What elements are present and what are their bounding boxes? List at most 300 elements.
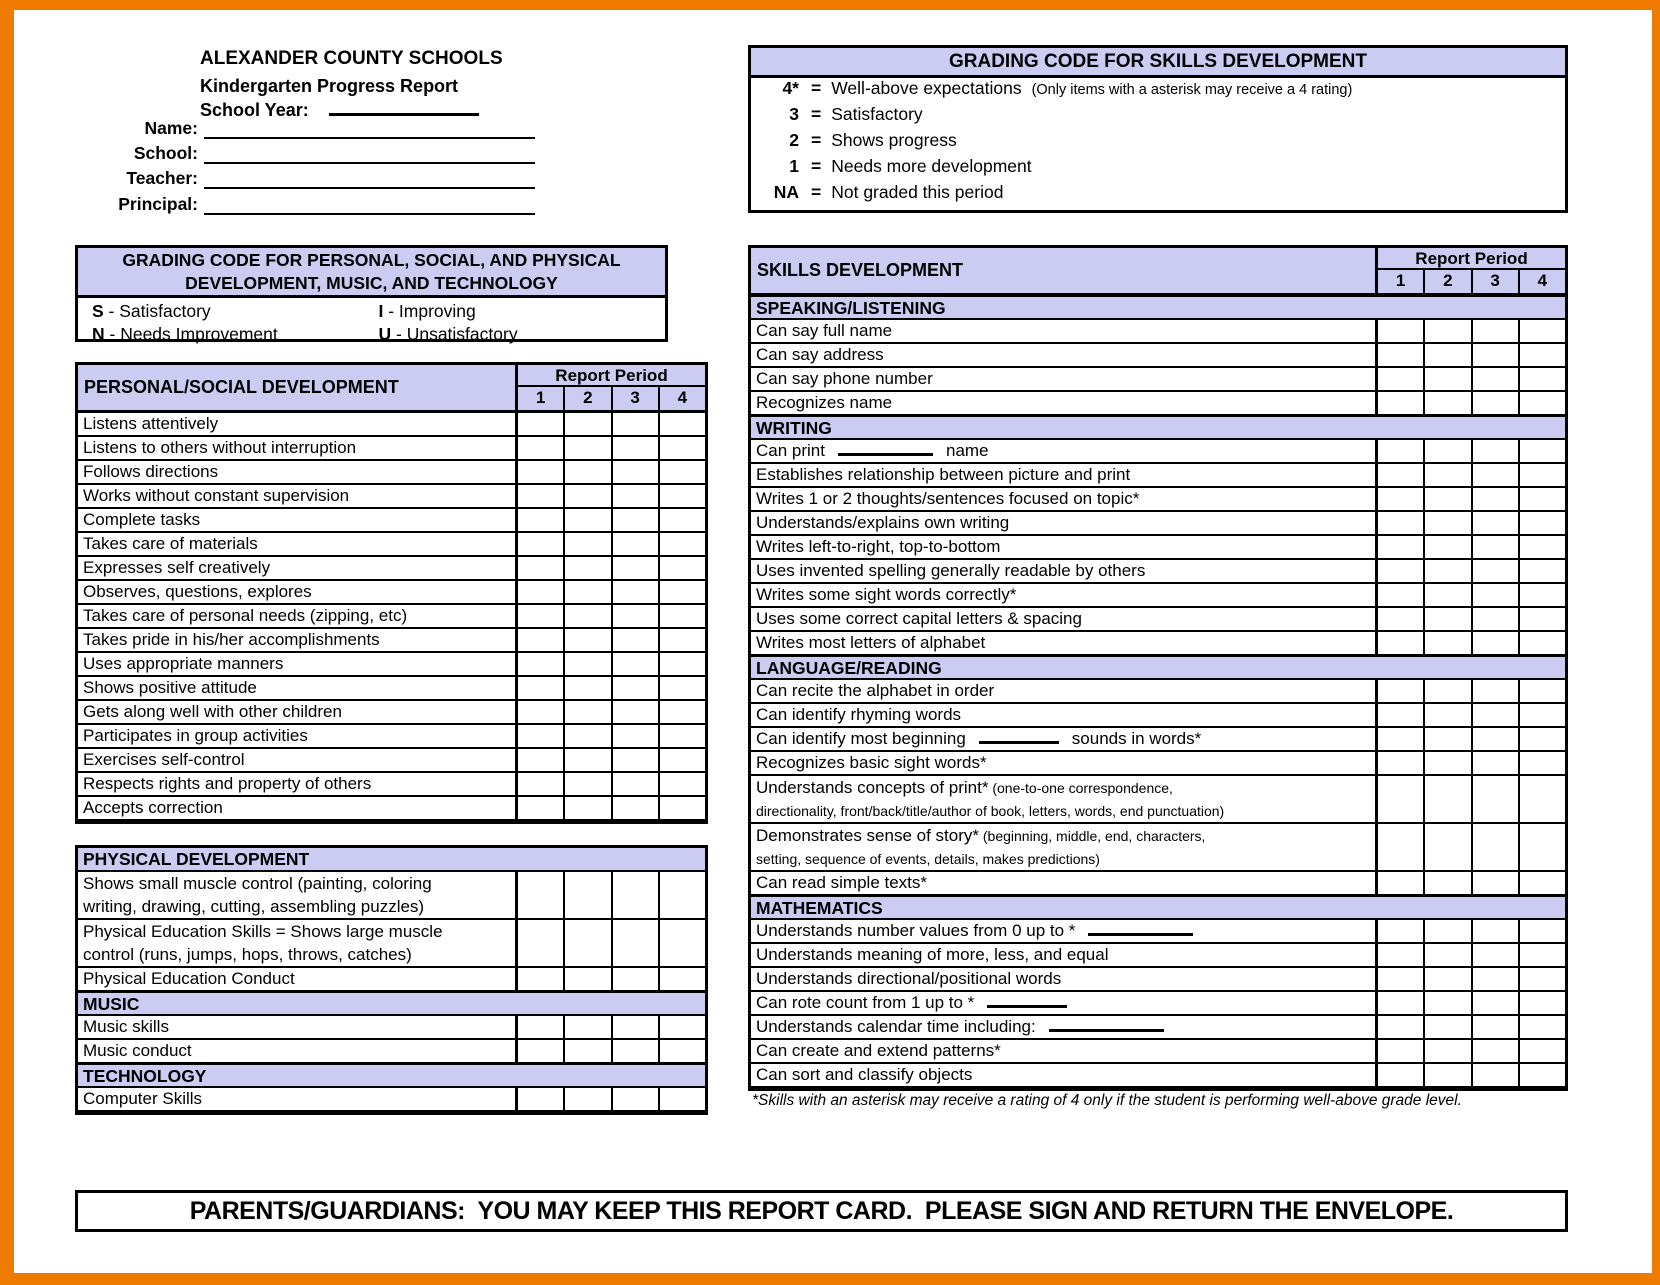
row-label: [751, 872, 1375, 894]
grade-cell-period-4[interactable]: [658, 920, 705, 966]
grade-cell-period-2[interactable]: [563, 701, 610, 723]
grade-cell-period-3[interactable]: [1471, 680, 1518, 702]
name-field-blank-line[interactable]: [204, 119, 535, 139]
grade-cell-period-2[interactable]: [1423, 944, 1470, 966]
table-row: [751, 728, 1565, 752]
grade-cell-period-1[interactable]: [518, 485, 563, 507]
grade-cell-period-4[interactable]: [1518, 872, 1565, 894]
grade-cell-period-1[interactable]: [1378, 944, 1423, 966]
row-label: [78, 461, 515, 483]
grade-cell-period-3[interactable]: [611, 920, 658, 966]
grade-cell-period-4[interactable]: [658, 413, 705, 435]
skill-text: Writes most letters of alphabet: [756, 633, 986, 652]
skill-text: Listens attentively: [83, 414, 219, 433]
blank-line[interactable]: [987, 995, 1067, 1008]
grade-cell-period-3[interactable]: [1471, 320, 1518, 342]
grade-cell-period-2[interactable]: [1423, 968, 1470, 990]
grade-cell-period-3[interactable]: [1471, 368, 1518, 390]
grade-cell-period-4[interactable]: [1518, 320, 1565, 342]
grade-cell-period-2[interactable]: [563, 557, 610, 579]
grade-cell-period-4[interactable]: [1518, 992, 1565, 1014]
grade-cell-period-1[interactable]: [518, 629, 563, 651]
grade-cell-period-3[interactable]: [1471, 536, 1518, 558]
row-label: [78, 437, 515, 459]
grade-cell-period-4[interactable]: [1518, 488, 1565, 510]
grade-cell-period-2[interactable]: [1423, 920, 1470, 942]
grade-cell-period-4[interactable]: [1518, 968, 1565, 990]
grade-cell-period-4[interactable]: [1518, 1040, 1565, 1062]
grade-cell-period-1[interactable]: [1378, 464, 1423, 486]
row-label: [751, 632, 1375, 654]
grading-code-description: Shows progress: [831, 130, 957, 150]
grading-code-symbol: 4*: [782, 78, 799, 98]
grade-cell-period-2[interactable]: [563, 773, 610, 795]
row-label: [78, 1040, 515, 1062]
grade-cell-period-4[interactable]: [658, 725, 705, 747]
grade-cell-period-2[interactable]: [1423, 368, 1470, 390]
grade-cell-period-2[interactable]: [563, 1016, 610, 1038]
grade-cell-period-1[interactable]: [1378, 824, 1423, 870]
report-title: Kindergarten Progress Report: [200, 76, 459, 96]
grade-cell-period-2[interactable]: [1423, 872, 1470, 894]
grade-cell-period-4[interactable]: [1518, 632, 1565, 654]
grade-cell-period-4[interactable]: [658, 533, 705, 555]
grade-cell-period-1[interactable]: [518, 557, 563, 579]
skill-text: Physical Education Skills = Shows large muscle: [83, 922, 443, 941]
grade-cell-period-1[interactable]: [1378, 1064, 1423, 1086]
table-row: [751, 584, 1565, 608]
row-label: [751, 680, 1375, 702]
skills-grading-code-list: [751, 78, 1565, 208]
grade-cell-period-2[interactable]: [1423, 344, 1470, 366]
grade-cell-period-1[interactable]: [518, 581, 563, 603]
table-row: [78, 461, 705, 485]
row-label: [78, 1088, 515, 1110]
table-row: [78, 605, 705, 629]
skill-text: Can read simple texts*: [756, 873, 928, 892]
grade-cell-period-3[interactable]: [611, 725, 658, 747]
grade-cell-period-3[interactable]: [611, 485, 658, 507]
table-row: [751, 368, 1565, 392]
grade-cell-period-1[interactable]: [1378, 632, 1423, 654]
grade-cell-period-1[interactable]: [518, 797, 563, 819]
row-label: [751, 920, 1375, 942]
report-period-col-4: 4: [1518, 270, 1565, 293]
table-row: [78, 485, 705, 509]
grade-cell-period-2[interactable]: [563, 725, 610, 747]
grade-cell-period-1[interactable]: [518, 725, 563, 747]
grade-cell-period-4[interactable]: [1518, 392, 1565, 414]
grade-cell-period-3[interactable]: [1471, 752, 1518, 774]
grade-cell-period-2[interactable]: [563, 533, 610, 555]
grade-cell-period-3[interactable]: [1471, 584, 1518, 606]
grade-cell-period-1[interactable]: [518, 920, 563, 966]
grade-cell-period-1[interactable]: [1378, 1016, 1423, 1038]
asterisk-footnote: *Skills with an asterisk may receive a rating of 4 only if the student is performing well-above grade level.: [752, 1092, 1462, 1109]
principal-field-blank-line[interactable]: [204, 195, 535, 215]
grade-cell-period-2[interactable]: [563, 413, 610, 435]
grade-cell-period-1[interactable]: [518, 1040, 563, 1062]
grade-cell-period-1[interactable]: [1378, 752, 1423, 774]
skill-text: Expresses self creatively: [83, 558, 271, 577]
grade-cell-period-1[interactable]: [1378, 776, 1423, 822]
grade-cell-period-3[interactable]: [611, 797, 658, 819]
grade-cell-period-2[interactable]: [563, 1088, 610, 1110]
grade-cell-period-3[interactable]: [611, 1040, 658, 1062]
grade-cell-period-1[interactable]: [1378, 968, 1423, 990]
table-row: [78, 437, 705, 461]
grade-cell-period-4[interactable]: [1518, 608, 1565, 630]
grade-cell-period-3[interactable]: [1471, 1064, 1518, 1086]
skill-text: Uses invented spelling generally readable by others: [756, 561, 1146, 580]
skill-text: Recognizes name: [756, 393, 893, 412]
table-row: [751, 320, 1565, 344]
grade-cell-period-4[interactable]: [658, 605, 705, 627]
grade-cell-period-1[interactable]: [518, 437, 563, 459]
skill-text: Listens to others without interruption: [83, 438, 357, 457]
grade-cell-period-2[interactable]: [1423, 512, 1470, 534]
grade-cell-period-4[interactable]: [658, 581, 705, 603]
grade-cell-period-2[interactable]: [1423, 536, 1470, 558]
table-row: [751, 680, 1565, 704]
grade-cell-period-2[interactable]: [1423, 392, 1470, 414]
parents-guardians-banner: [75, 1190, 1568, 1232]
grading-code-line: [751, 78, 1565, 104]
grade-cell-period-3[interactable]: [611, 437, 658, 459]
grade-cell-period-4[interactable]: [658, 797, 705, 819]
grade-cell-period-1[interactable]: [518, 872, 563, 918]
grade-cell-period-1[interactable]: [1378, 392, 1423, 414]
table-row: [78, 1040, 705, 1064]
row-label: [78, 629, 515, 651]
row-label: [751, 344, 1375, 366]
table-row: [78, 413, 705, 437]
grade-cell-period-4[interactable]: [658, 653, 705, 675]
grade-cell-period-1[interactable]: [518, 773, 563, 795]
grade-cell-period-4[interactable]: [658, 1088, 705, 1110]
grade-cell-period-3[interactable]: [1471, 512, 1518, 534]
grade-cell-period-4[interactable]: [658, 509, 705, 531]
grade-cell-period-2[interactable]: [1423, 320, 1470, 342]
grade-cell-period-2[interactable]: [1423, 440, 1470, 462]
grade-cell-period-3[interactable]: [611, 701, 658, 723]
grade-cell-period-1[interactable]: [518, 1016, 563, 1038]
grade-cell-period-4[interactable]: [658, 1016, 705, 1038]
grade-cell-period-1[interactable]: [518, 677, 563, 699]
equals-sign: =: [811, 104, 822, 124]
grade-cell-period-2[interactable]: [563, 968, 610, 990]
grade-cell-period-4[interactable]: [1518, 344, 1565, 366]
skill-text: Exercises self-control: [83, 750, 245, 769]
grade-cell-period-3[interactable]: [611, 461, 658, 483]
report-period-header: [515, 365, 705, 410]
grade-cell-period-3[interactable]: [1471, 992, 1518, 1014]
grade-cell-period-4[interactable]: [1518, 1016, 1565, 1038]
blank-line[interactable]: [979, 731, 1059, 744]
grade-cell-period-2[interactable]: [1423, 1064, 1470, 1086]
skill-text: Recognizes basic sight words*: [756, 753, 987, 772]
grade-cell-period-1[interactable]: [1378, 608, 1423, 630]
grade-cell-period-4[interactable]: [658, 461, 705, 483]
grade-cell-period-3[interactable]: [611, 629, 658, 651]
table-row: [751, 440, 1565, 464]
grade-cell-period-2[interactable]: [1423, 728, 1470, 750]
grade-cell-period-3[interactable]: [1471, 464, 1518, 486]
grade-cell-period-1[interactable]: [1378, 1040, 1423, 1062]
skill-note: directionality, front/back/title/author of book, letters, words, end punctuation): [756, 803, 1225, 819]
grading-code-symbol: 2: [789, 130, 799, 150]
skill-text: Understands meaning of more, less, and equal: [756, 945, 1109, 964]
grade-cell-period-4[interactable]: [1518, 536, 1565, 558]
grade-cell-period-2[interactable]: [1423, 560, 1470, 582]
skill-text: Observes, questions, explores: [83, 582, 312, 601]
grade-cell-period-4[interactable]: [1518, 704, 1565, 726]
table-row: [78, 581, 705, 605]
skill-text: Can rote count from 1 up to *: [756, 993, 975, 1012]
grade-cell-period-4[interactable]: [1518, 728, 1565, 750]
grade-cell-period-1[interactable]: [1378, 872, 1423, 894]
grade-cell-period-2[interactable]: [563, 629, 610, 651]
grade-cell-period-2[interactable]: [1423, 608, 1470, 630]
personal-grading-code-box: [75, 245, 668, 342]
personal-social-table: [75, 362, 708, 824]
section-header: TECHNOLOGY: [78, 1064, 705, 1088]
grade-cell-period-4[interactable]: [658, 773, 705, 795]
table-row: [751, 872, 1565, 896]
grade-cell-period-2[interactable]: [1423, 1016, 1470, 1038]
grade-cell-period-3[interactable]: [1471, 776, 1518, 822]
grade-cell-period-1[interactable]: [1378, 512, 1423, 534]
row-label: [78, 413, 515, 435]
grade-cell-period-3[interactable]: [611, 581, 658, 603]
skill-note: setting, sequence of events, details, makes predictions): [756, 851, 1100, 867]
report-period-columns: [1378, 270, 1565, 293]
grade-cell-period-2[interactable]: [563, 920, 610, 966]
section-header: LANGUAGE/READING: [751, 656, 1565, 680]
grade-cell-period-4[interactable]: [1518, 512, 1565, 534]
grade-cell-period-2[interactable]: [1423, 464, 1470, 486]
grade-cell-period-1[interactable]: [518, 701, 563, 723]
grade-cell-period-3[interactable]: [611, 653, 658, 675]
grade-cell-period-2[interactable]: [1423, 1040, 1470, 1062]
grade-cell-period-3[interactable]: [1471, 440, 1518, 462]
grade-cell-period-2[interactable]: [563, 509, 610, 531]
school-field-blank-line[interactable]: [204, 144, 535, 164]
grade-cell-period-4[interactable]: [658, 872, 705, 918]
table-row: [751, 992, 1565, 1016]
grade-cell-period-3[interactable]: [611, 968, 658, 990]
skill-text: Shows small muscle control (painting, coloring: [83, 874, 432, 893]
grade-cell-period-4[interactable]: [1518, 920, 1565, 942]
grade-cell-period-4[interactable]: [658, 557, 705, 579]
row-label: [751, 704, 1375, 726]
grade-cell-period-3[interactable]: [611, 509, 658, 531]
grade-cell-period-1[interactable]: [518, 533, 563, 555]
table-row: [751, 344, 1565, 368]
grade-cell-period-2[interactable]: [1423, 704, 1470, 726]
grade-cell-period-1[interactable]: [1378, 920, 1423, 942]
grade-cell-period-1[interactable]: [1378, 344, 1423, 366]
grade-cell-period-4[interactable]: [658, 677, 705, 699]
grade-cell-period-1[interactable]: [518, 653, 563, 675]
grade-cell-period-1[interactable]: [1378, 320, 1423, 342]
table-row: [751, 512, 1565, 536]
grade-cell-period-2[interactable]: [1423, 824, 1470, 870]
grade-cell-period-1[interactable]: [518, 461, 563, 483]
grade-cell-period-3[interactable]: [611, 605, 658, 627]
section-header: MATHEMATICS: [751, 896, 1565, 920]
grade-cell-period-2[interactable]: [1423, 632, 1470, 654]
skills-development-table: [748, 245, 1568, 1091]
grade-cell-period-3[interactable]: [1471, 968, 1518, 990]
grade-cell-period-1[interactable]: [518, 749, 563, 771]
grade-cell-period-4[interactable]: [1518, 752, 1565, 774]
skill-text: Can say address: [756, 345, 884, 364]
grade-cell-period-3[interactable]: [1471, 560, 1518, 582]
grade-cell-period-2[interactable]: [563, 677, 610, 699]
row-label: [78, 749, 515, 771]
blank-line[interactable]: [838, 443, 933, 456]
grade-cell-period-4[interactable]: [658, 749, 705, 771]
blank-line[interactable]: [1049, 1019, 1164, 1032]
grade-cell-period-2[interactable]: [1423, 680, 1470, 702]
grade-cell-period-3[interactable]: [1471, 632, 1518, 654]
grade-cell-period-4[interactable]: [1518, 1064, 1565, 1086]
teacher-field-row: [80, 168, 535, 189]
row-label: [78, 701, 515, 723]
grade-cell-period-3[interactable]: [611, 1088, 658, 1110]
grade-cell-period-2[interactable]: [1423, 488, 1470, 510]
grade-cell-period-4[interactable]: [658, 968, 705, 990]
grade-cell-period-4[interactable]: [1518, 584, 1565, 606]
teacher-field-blank-line[interactable]: [204, 169, 535, 189]
grade-cell-period-4[interactable]: [1518, 776, 1565, 822]
row-label: [78, 677, 515, 699]
grade-cell-period-4[interactable]: [658, 701, 705, 723]
grade-cell-period-2[interactable]: [563, 797, 610, 819]
grade-cell-period-3[interactable]: [1471, 872, 1518, 894]
equals-sign: =: [811, 182, 822, 202]
grade-cell-period-4[interactable]: [1518, 680, 1565, 702]
grade-cell-period-3[interactable]: [611, 533, 658, 555]
grade-cell-period-3[interactable]: [611, 1016, 658, 1038]
report-period-col-3: 3: [1471, 270, 1518, 293]
grade-cell-period-4[interactable]: [1518, 368, 1565, 390]
blank-line[interactable]: [1088, 923, 1193, 936]
school-year-blank-line[interactable]: [329, 100, 479, 116]
report-period-title: Report Period: [518, 365, 705, 387]
grade-cell-period-2[interactable]: [1423, 584, 1470, 606]
skill-text: Can identify most beginning: [756, 729, 966, 748]
grade-cell-period-1[interactable]: [1378, 560, 1423, 582]
skill-text: writing, drawing, cutting, assembling puzzles): [83, 897, 425, 916]
grade-cell-period-2[interactable]: [563, 437, 610, 459]
grade-cell-period-3[interactable]: [611, 557, 658, 579]
grade-cell-period-1[interactable]: [1378, 440, 1423, 462]
grade-cell-period-1[interactable]: [1378, 704, 1423, 726]
grading-code-line: [379, 323, 666, 346]
grade-cell-period-3[interactable]: [1471, 1040, 1518, 1062]
grade-cell-period-2[interactable]: [1423, 776, 1470, 822]
row-label: [78, 725, 515, 747]
grade-cell-period-3[interactable]: [1471, 488, 1518, 510]
grade-cell-period-3[interactable]: [1471, 704, 1518, 726]
grade-cell-period-4[interactable]: [658, 437, 705, 459]
grade-cell-period-3[interactable]: [1471, 728, 1518, 750]
grade-cell-period-4[interactable]: [658, 1040, 705, 1062]
grade-cell-period-3[interactable]: [1471, 920, 1518, 942]
grade-cell-period-2[interactable]: [563, 581, 610, 603]
grade-cell-period-4[interactable]: [658, 629, 705, 651]
grade-cell-period-4[interactable]: [1518, 824, 1565, 870]
report-period-col-4: 4: [658, 387, 705, 410]
grade-cell-period-2[interactable]: [1423, 992, 1470, 1014]
grade-cell-period-2[interactable]: [563, 461, 610, 483]
grade-cell-period-1[interactable]: [518, 509, 563, 531]
grade-cell-period-3[interactable]: [1471, 608, 1518, 630]
grade-cell-period-3[interactable]: [1471, 1016, 1518, 1038]
grading-code-line: [751, 104, 1565, 130]
table-row: [78, 701, 705, 725]
grade-cell-period-3[interactable]: [1471, 392, 1518, 414]
skill-text: Understands/explains own writing: [756, 513, 1010, 532]
grade-cell-period-3[interactable]: [1471, 344, 1518, 366]
grade-cell-period-3[interactable]: [611, 677, 658, 699]
grade-cell-period-1[interactable]: [518, 1088, 563, 1110]
skill-text: Writes some sight words correctly*: [756, 585, 1017, 604]
grade-cell-period-3[interactable]: [1471, 824, 1518, 870]
section-header: SPEAKING/LISTENING: [751, 296, 1565, 320]
grade-cell-period-2[interactable]: [1423, 752, 1470, 774]
grade-cell-period-1[interactable]: [1378, 992, 1423, 1014]
grade-cell-period-1[interactable]: [518, 968, 563, 990]
skills-table-header: [751, 248, 1565, 296]
grade-cell-period-4[interactable]: [1518, 944, 1565, 966]
row-label: [78, 533, 515, 555]
grade-cell-period-1[interactable]: [1378, 584, 1423, 606]
grade-cell-period-2[interactable]: [563, 485, 610, 507]
row-label: [78, 872, 515, 918]
grade-cell-period-2[interactable]: [563, 605, 610, 627]
report-period-columns: [518, 387, 705, 410]
grade-cell-period-4[interactable]: [1518, 464, 1565, 486]
principal-field-label: Principal:: [118, 194, 198, 214]
grade-cell-period-1[interactable]: [1378, 536, 1423, 558]
grade-cell-period-2[interactable]: [563, 872, 610, 918]
grade-cell-period-4[interactable]: [1518, 560, 1565, 582]
grade-cell-period-2[interactable]: [563, 653, 610, 675]
report-period-col-3: 3: [611, 387, 658, 410]
grade-cell-period-3[interactable]: [611, 872, 658, 918]
grade-cell-period-3[interactable]: [611, 773, 658, 795]
grade-cell-period-1[interactable]: [518, 605, 563, 627]
grade-cell-period-1[interactable]: [1378, 368, 1423, 390]
skill-text: Can say full name: [756, 321, 893, 340]
grade-cell-period-2[interactable]: [563, 749, 610, 771]
table-row: [751, 944, 1565, 968]
grade-cell-period-1[interactable]: [1378, 680, 1423, 702]
grade-cell-period-1[interactable]: [1378, 488, 1423, 510]
grade-cell-period-1[interactable]: [518, 413, 563, 435]
grade-cell-period-3[interactable]: [1471, 944, 1518, 966]
grade-cell-period-2[interactable]: [563, 1040, 610, 1062]
grade-cell-period-4[interactable]: [658, 485, 705, 507]
grade-cell-period-3[interactable]: [611, 413, 658, 435]
grade-cell-period-4[interactable]: [1518, 440, 1565, 462]
section-header: MUSIC: [78, 992, 705, 1016]
grade-cell-period-3[interactable]: [611, 749, 658, 771]
grade-cell-period-1[interactable]: [1378, 728, 1423, 750]
